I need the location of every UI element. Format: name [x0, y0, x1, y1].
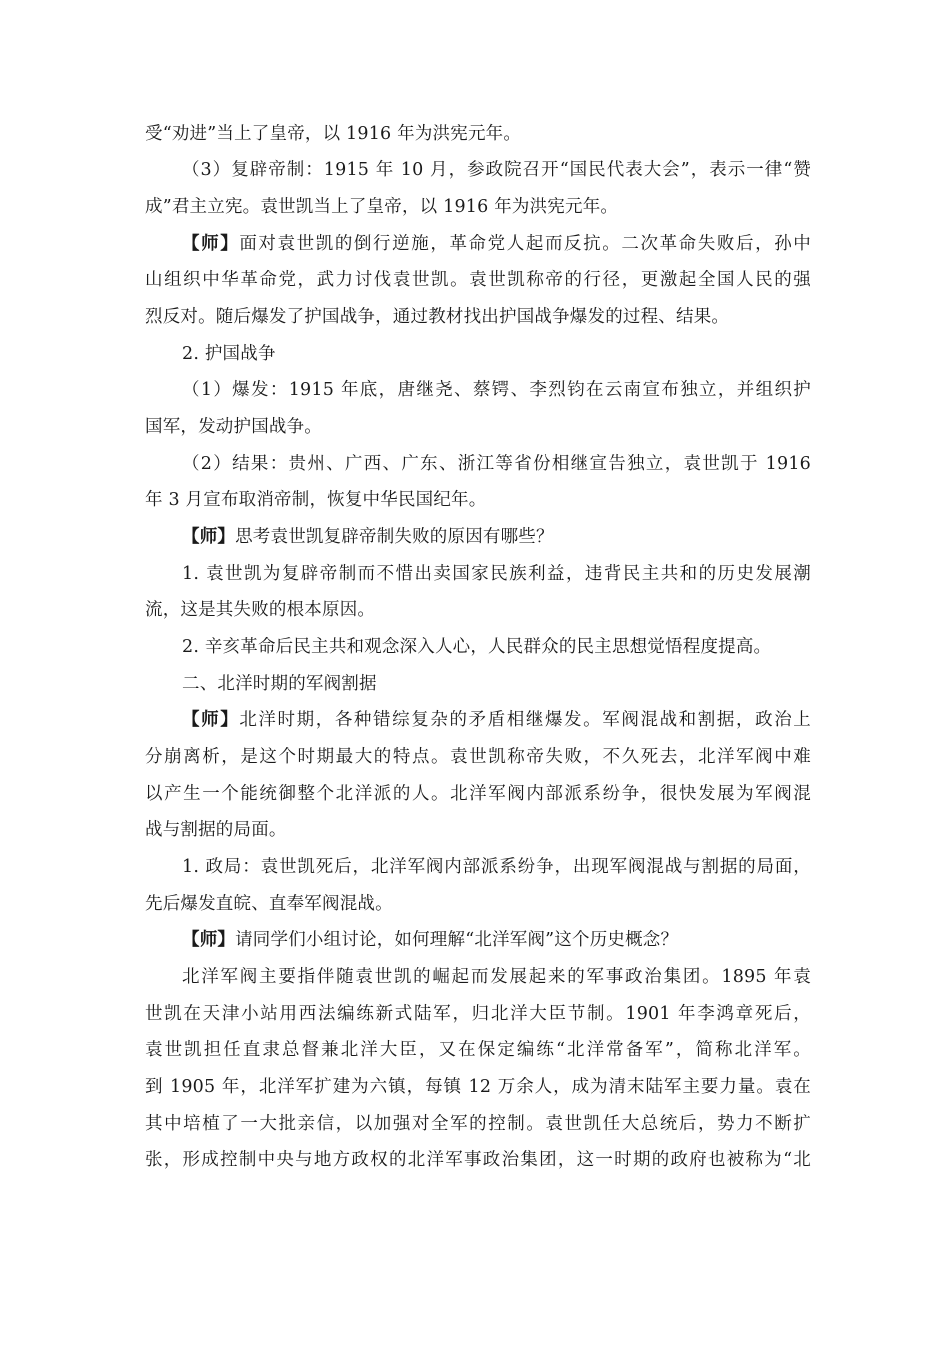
text-line: 【师】思考袁世凯复辟帝制失败的原因有哪些？: [182, 527, 554, 547]
text-line: 国军，发动护国战争。: [145, 417, 322, 437]
text-line: 袁世凯担任直隶总督兼北洋大臣，又在保定编练“北洋常备军”，简称北洋军。: [145, 1040, 811, 1060]
text-line: 分崩离析，是这个时期最大的特点。袁世凯称帝失败，不久死去，北洋军阀中难: [145, 747, 811, 767]
teacher-marker: 【师】: [182, 527, 236, 547]
text-line: 世凯在天津小站用西法编练新式陆军，归北洋大臣节制。1901 年李鸿章死后，: [145, 1004, 811, 1024]
teacher-marker: 【师】: [182, 234, 240, 254]
text-line: 流，这是其失败的根本原因。: [145, 600, 376, 620]
text-line: 先后爆发直皖、直奉军阀混战。: [145, 894, 393, 914]
text-line: 【师】北洋时期，各种错综复杂的矛盾相继爆发。军阀混战和割据，政治上: [182, 710, 811, 730]
text-line: 年 3 月宣布取消帝制，恢复中华民国纪年。: [145, 490, 487, 510]
text-line: 张，形成控制中央与地方政权的北洋军事政治集团，这一时期的政府也被称为“北: [145, 1150, 811, 1170]
text-line: 战与割据的局面。: [145, 820, 287, 840]
teacher-marker: 【师】: [182, 710, 240, 730]
text-line: 【师】面对袁世凯的倒行逆施，革命党人起而反抗。二次革命失败后，孙中: [182, 234, 811, 254]
text-line: 以产生一个能统御整个北洋派的人。北洋军阀内部派系纷争，很快发展为军阀混: [145, 784, 811, 804]
text-line: 到 1905 年，北洋军扩建为六镇，每镇 12 万余人，成为清末陆军主要力量。袁在: [145, 1077, 811, 1097]
teacher-marker: 【师】: [182, 930, 236, 950]
text-line: （1）爆发：1915 年底，唐继尧、蔡锷、李烈钧在云南宣布独立，并组织护: [182, 380, 811, 400]
section-heading: 二、北洋时期的军阀割据: [182, 674, 377, 694]
text-line: 2. 辛亥革命后民主共和观念深入人心，人民群众的民主思想觉悟程度提高。: [182, 637, 772, 657]
section-heading: 2. 护国战争: [182, 344, 276, 364]
text-line: 1. 袁世凯为复辟帝制而不惜出卖国家民族利益，违背民主共和的历史发展潮: [182, 564, 811, 584]
text-line: 其中培植了一大批亲信，以加强对全军的控制。袁世凯任大总统后，势力不断扩: [145, 1114, 811, 1134]
text-line: 北洋军阀主要指伴随袁世凯的崛起而发展起来的军事政治集团。1895 年袁: [182, 967, 811, 987]
text-line: 受“劝进”当上了皇帝，以 1916 年为洪宪元年。: [145, 124, 522, 144]
text-line: （2）结果：贵州、广西、广东、浙江等省份相继宣告独立，袁世凯于 1916: [182, 454, 811, 474]
text-line: 【师】请同学们小组讨论，如何理解“北洋军阀”这个历史概念？: [182, 930, 679, 950]
text-line: （3）复辟帝制：1915 年 10 月，参政院召开“国民代表大会”，表示一律“赞: [182, 160, 811, 180]
text-line: 成”君主立宪。袁世凯当上了皇帝，以 1916 年为洪宪元年。: [145, 197, 619, 217]
text-line: 烈反对。随后爆发了护国战争，通过教材找出护国战争爆发的过程、结果。: [145, 307, 730, 327]
text-line: 1. 政局：袁世凯死后，北洋军阀内部派系纷争，出现军阀混战与割据的局面，: [182, 857, 811, 877]
text-line: 山组织中华革命党，武力讨伐袁世凯。袁世凯称帝的行径，更激起全国人民的强: [145, 270, 811, 290]
